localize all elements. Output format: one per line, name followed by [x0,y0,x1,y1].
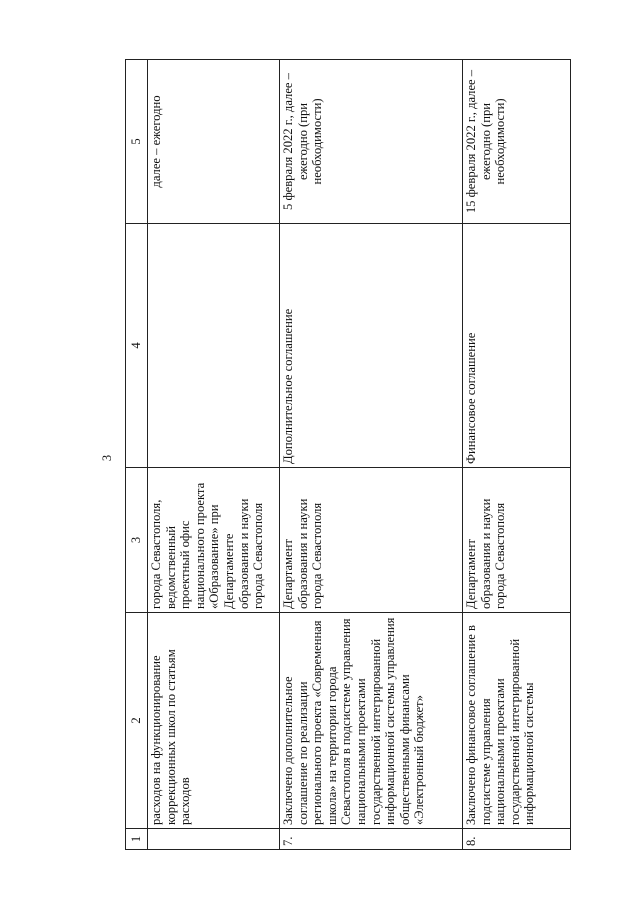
header-cell-1: 1 [126,829,148,850]
table-header-row [126,60,148,850]
header-cell-3: 3 [126,468,148,613]
responsible-cell: Департамент образования и науки города Севастополя [463,468,571,613]
header-cell-5: 5 [126,60,148,224]
deadline-cell: 5 февраля 2022 г., далее – ежегодно (при необходимости) [280,60,463,224]
event-cell: расходов на функционирование коррекционных школ по статьям расходов [148,613,280,829]
deadline-cell: далее – ежегодно [148,60,280,224]
document-cell [148,224,280,468]
responsible-cell: Департамент образования и науки города Севастополя [280,468,463,613]
header-cell-2: 2 [126,613,148,829]
table-row [148,60,280,850]
page-number: 3 [100,454,114,462]
row-number: 8. [463,829,571,850]
rotated-table-container [125,60,590,850]
document-cell: Финансовое соглашение [463,224,571,468]
row-number: 7. [280,829,463,850]
row-number [148,829,280,850]
event-cell: Заключено дополнительное соглашение по реализации регионального проекта «Современная школа» на территории города Севастополя в подсистеме управления национальными проектами государственной интегрированной информационной системы управления общественными финансами «Электронный бюджет» [280,613,463,829]
document-cell: Дополнительное соглашение [280,224,463,468]
header-cell-4: 4 [126,224,148,468]
plan-table [125,59,571,850]
table-row [463,60,571,850]
event-cell: Заключено финансовое соглашение в подсистеме управления национальными проектами государственной интегрированной информационной системы [463,613,571,829]
responsible-cell: города Севастополя, ведомственный проектный офис национального проекта «Образование» при Департаменте образования и науки города Севастополя [148,468,280,613]
table-row [280,60,463,850]
deadline-cell: 15 февраля 2022 г., далее – ежегодно (при необходимости) [463,60,571,224]
